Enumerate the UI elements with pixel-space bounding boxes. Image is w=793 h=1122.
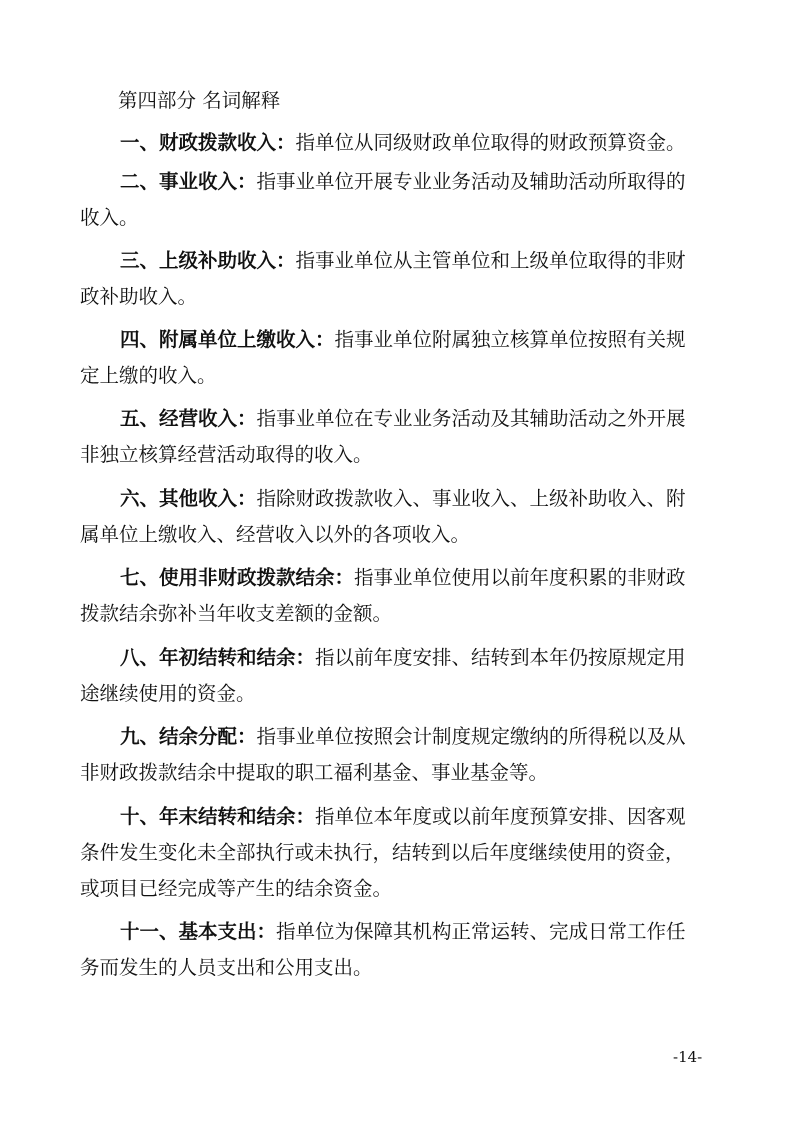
definition-entry: [80, 322, 716, 394]
definition-first-line: [80, 401, 716, 437]
definition-continuation: 拨款结余弥补当年收支差额的金额。: [80, 602, 393, 625]
section-heading: 第四部分 名词解释: [118, 89, 281, 112]
definition-entry: [80, 799, 716, 907]
definition-term: 十、年末结转和结余：: [120, 805, 316, 828]
definition-entry: [80, 640, 716, 712]
definition-entry: [80, 164, 716, 236]
definition-first-line: [80, 799, 716, 835]
definition-term: 三、上级补助收入：: [120, 249, 296, 272]
definition-text: 指事业单位从主管单位和上级单位取得的非财: [295, 249, 686, 272]
definition-continuation: 政补助收入。: [80, 285, 198, 308]
definition-term: 七、使用非财政拨款结余：: [120, 566, 355, 589]
definition-continuation: 务而发生的人员支出和公用支出。: [80, 956, 373, 979]
definition-first-line: [80, 243, 716, 279]
definition-first-line: [80, 164, 716, 200]
definition-continuation: 非财政拨款结余中提取的职工福利基金、事业基金等。: [80, 761, 549, 784]
definition-first-line: [80, 125, 716, 161]
definition-text: 指单位为保障其机构正常运转、完成日常工作任: [276, 920, 686, 943]
definition-entry: [80, 560, 716, 632]
definition-first-line: [80, 322, 716, 358]
definition-entry: [80, 914, 716, 986]
definition-first-line: [80, 481, 716, 517]
definition-first-line: [80, 914, 716, 950]
definition-text: 指事业单位开展专业业务活动及辅助活动所取得的: [256, 170, 686, 193]
definition-entry: [80, 125, 716, 161]
definition-continuation: 非独立核算经营活动取得的收入。: [80, 443, 373, 466]
definition-term: 八、年初结转和结余：: [120, 646, 316, 669]
definition-text: 指单位从同级财政单位取得的财政预算资金。: [295, 131, 686, 154]
definition-continuation: 或项目已经完成等产生的结余资金。: [80, 877, 393, 900]
definition-continuation: 属单位上缴收入、经营收入以外的各项收入。: [80, 523, 471, 546]
definition-text: 指以前年度安排、结转到本年仍按原规定用: [315, 646, 686, 669]
definition-text: 指除财政拨款收入、事业收入、上级补助收入、附: [256, 487, 686, 510]
definition-term: 五、经营收入：: [120, 407, 257, 430]
definition-continuation: 收入。: [80, 206, 139, 229]
definition-term: 六、其他收入：: [120, 487, 257, 510]
definition-entry: [80, 481, 716, 553]
definition-term: 二、事业收入：: [120, 170, 257, 193]
definition-text: 指事业单位按照会计制度规定缴纳的所得税以及从: [256, 725, 686, 748]
page-number: -14-: [673, 1048, 703, 1066]
definition-continuation: 条件发生变化未全部执行或未执行，结转到以后年度继续使用的资金，: [80, 841, 685, 864]
definition-term: 九、结余分配：: [120, 725, 257, 748]
definition-text: 指单位本年度或以前年度预算安排、因客观: [315, 805, 686, 828]
definition-term: 四、附属单位上缴收入：: [120, 328, 335, 351]
definition-entry: [80, 243, 716, 315]
definition-first-line: [80, 560, 716, 596]
definition-term: 十一、基本支出：: [120, 920, 277, 943]
definition-first-line: [80, 719, 716, 755]
definition-term: 一、财政拨款收入：: [120, 131, 296, 154]
definition-continuation: 定上缴的收入。: [80, 364, 217, 387]
definition-text: 指事业单位使用以前年度积累的非财政: [354, 566, 686, 589]
definition-continuation: 途继续使用的资金。: [80, 682, 256, 705]
definition-text: 指事业单位在专业业务活动及其辅助活动之外开展: [256, 407, 686, 430]
definition-text: 指事业单位附属独立核算单位按照有关规: [334, 328, 686, 351]
definition-entry: [80, 401, 716, 473]
definition-entry: [80, 719, 716, 791]
definition-first-line: [80, 640, 716, 676]
